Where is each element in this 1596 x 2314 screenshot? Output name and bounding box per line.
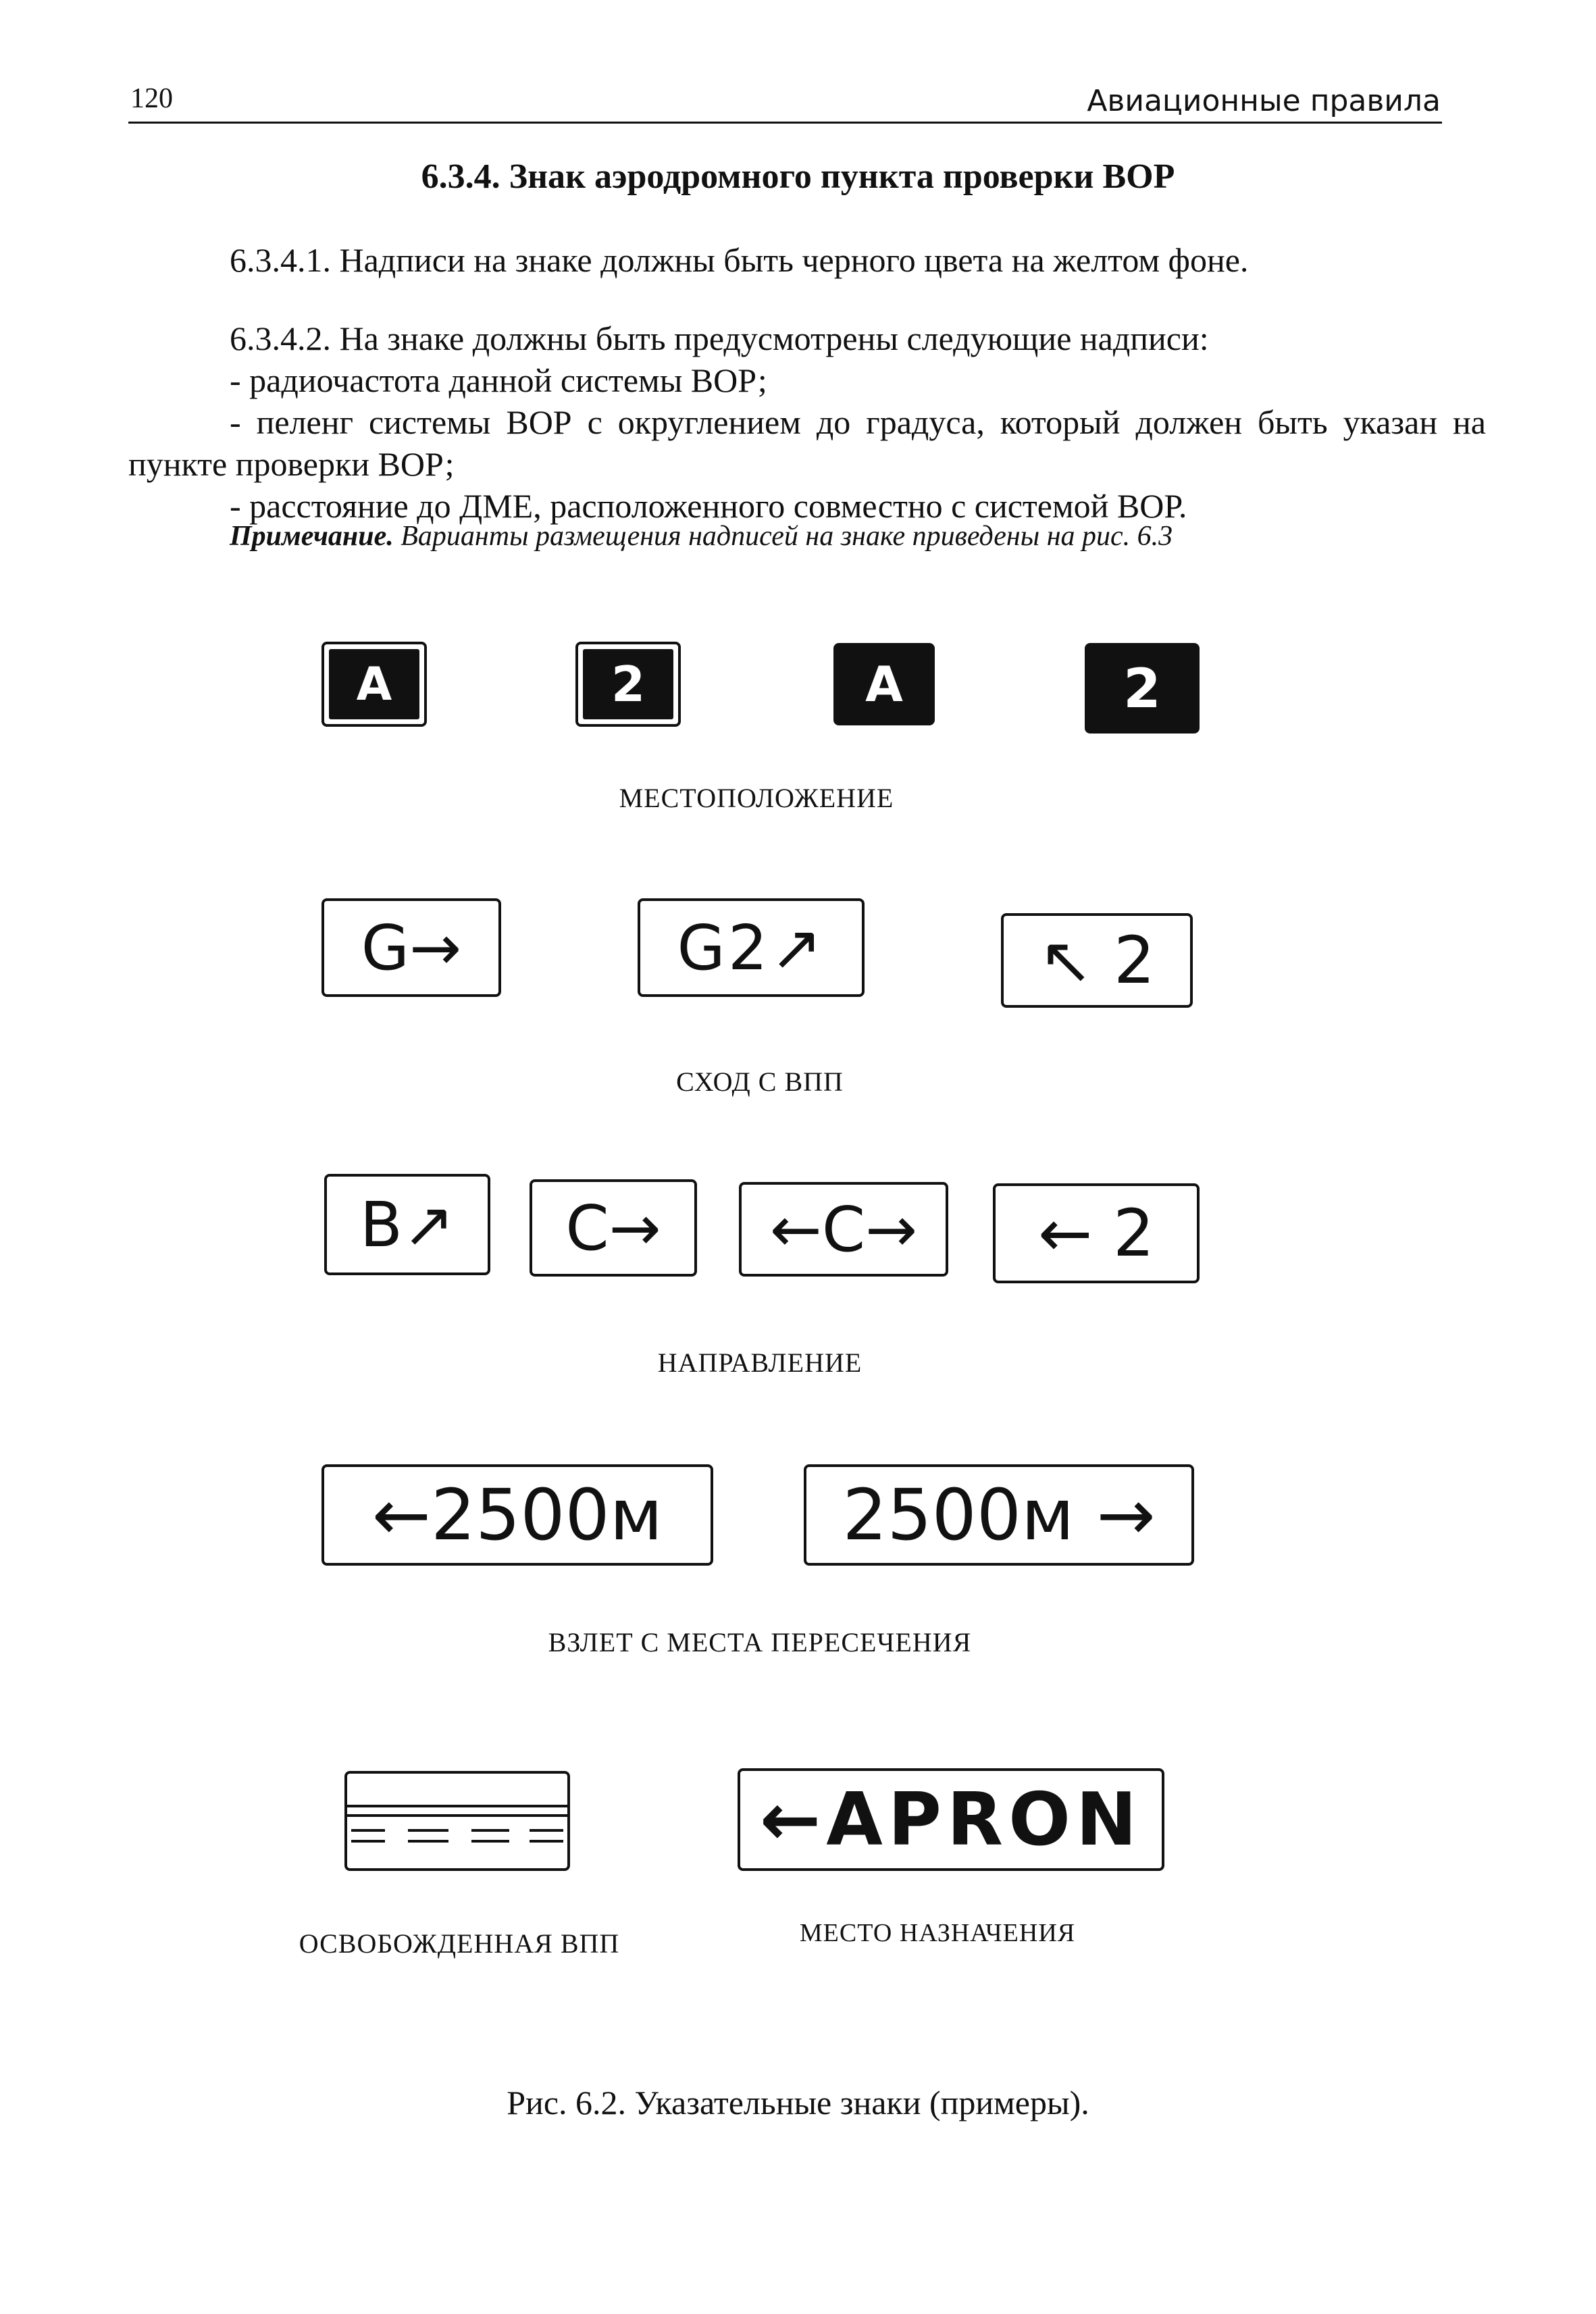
destination-sign-apron: ←APRON — [738, 1768, 1164, 1871]
header-rule — [128, 122, 1442, 124]
paragraph-6-3-4-1: 6.3.4.1. Надписи на знаке должны быть черного цвета на желтом фоне. — [230, 241, 1249, 279]
location-sign-2-framed-text: 2 — [583, 649, 673, 719]
list-item-dme-distance: - расстояние до ДМЕ, расположенного совместно с системой ВОР. — [230, 487, 1187, 525]
location-sign-2-solid: 2 — [1085, 643, 1200, 734]
exit-sign-g2: G2↗ — [638, 898, 865, 997]
page-number: 120 — [130, 83, 173, 114]
runway-vacated-pattern-icon — [347, 1774, 567, 1868]
exit-sign-2-left: ↖ 2 — [1001, 913, 1193, 1008]
location-caption: МЕСТОПОЛОЖЕНИЕ — [619, 783, 894, 813]
list-item-bearing-continuation: пункте проверки ВОР; — [128, 445, 455, 483]
direction-sign-2-left: ← 2 — [993, 1183, 1200, 1283]
list-item-bearing: - пеленг системы ВОР с округлением до градуса, который должен быть указан на — [230, 403, 1486, 441]
exit-sign-g: G→ — [321, 898, 501, 997]
note — [230, 520, 1173, 552]
runway-vacated-sign — [344, 1771, 570, 1871]
direction-sign-b: B↗ — [324, 1174, 490, 1275]
direction-caption: НАПРАВЛЕНИЕ — [657, 1347, 863, 1378]
runway-exit-caption: СХОД С ВПП — [676, 1066, 844, 1097]
paragraph-6-3-4-2: 6.3.4.2. На знаке должны быть предусмотрены следующие надписи: — [230, 319, 1209, 357]
takeoff-intersection-caption: ВЗЛЕТ С МЕСТА ПЕРЕСЕЧЕНИЯ — [548, 1627, 972, 1657]
section-heading: 6.3.4. Знак аэродромного пункта проверки ВОР — [421, 157, 1175, 196]
runway-vacated-caption: ОСВОБОЖДЕННАЯ ВПП — [299, 1928, 620, 1959]
destination-caption: МЕСТО НАЗНАЧЕНИЯ — [799, 1919, 1076, 1947]
note-text: Варианты размещения надписей на знаке приведены на рис. 6.3 — [393, 521, 1173, 552]
list-item-frequency: - радиочастота данной системы ВОР; — [230, 361, 767, 399]
takeoff-sign-left: ←2500м — [321, 1464, 713, 1566]
location-sign-a-framed-text: A — [329, 649, 419, 719]
running-title: Авиационные правила — [1087, 84, 1441, 118]
direction-sign-c: C→ — [530, 1179, 697, 1277]
location-sign-a-framed — [321, 642, 427, 727]
takeoff-sign-right: 2500м → — [804, 1464, 1194, 1566]
note-label: Примечание. — [230, 521, 394, 552]
direction-sign-both-c: ←C→ — [739, 1182, 948, 1277]
figure-caption: Рис. 6.2. Указательные знаки (примеры). — [507, 2084, 1089, 2122]
location-sign-2-framed — [575, 642, 681, 727]
location-sign-a-solid: A — [833, 643, 935, 725]
